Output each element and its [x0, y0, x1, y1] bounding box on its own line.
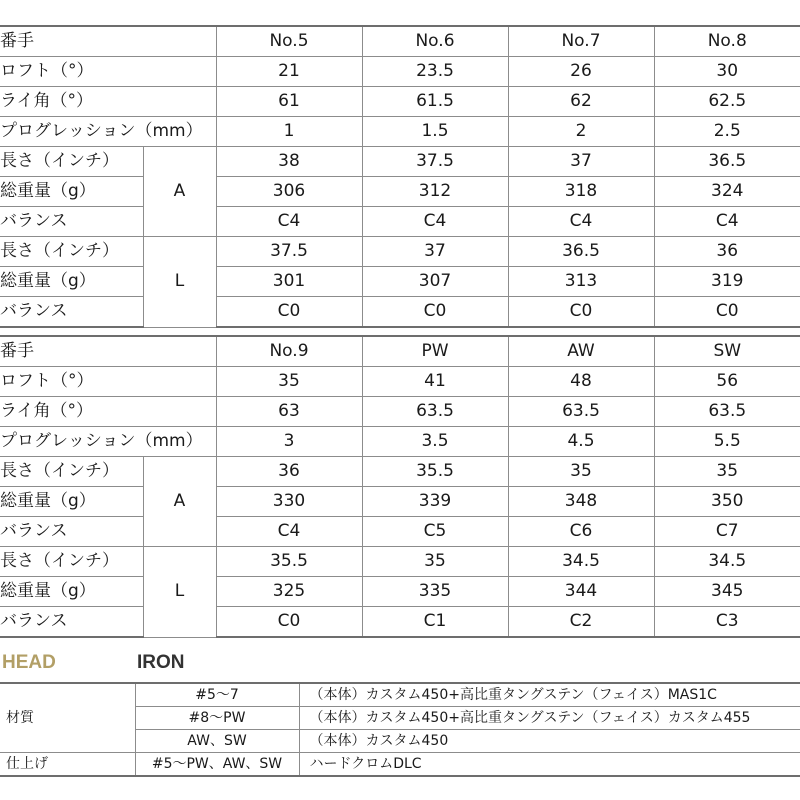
row-label-weight: 総重量（g） [0, 487, 143, 517]
row-label-length: 長さ（インチ） [0, 547, 143, 577]
table-cell: 35 [654, 457, 800, 487]
table-cell: 23.5 [362, 57, 508, 87]
table-row [0, 117, 800, 147]
table-cell: 313 [508, 267, 654, 297]
row-label-lie: ライ角（°） [0, 397, 216, 427]
head-spec-table [0, 682, 800, 777]
table-cell: 63.5 [508, 397, 654, 427]
row-label-weight: 総重量（g） [0, 177, 143, 207]
table-cell: 62.5 [654, 87, 800, 117]
table-cell: 21 [216, 57, 362, 87]
material-range: #5～7 [135, 683, 299, 707]
table-row [0, 683, 800, 707]
row-label-length: 長さ（インチ） [0, 237, 143, 267]
table-cell: C0 [216, 297, 362, 328]
club-header: AW [508, 336, 654, 367]
table-cell: 345 [654, 577, 800, 607]
table-cell: 48 [508, 367, 654, 397]
table-row [0, 427, 800, 457]
table-cell: 1.5 [362, 117, 508, 147]
table-cell: C4 [508, 207, 654, 237]
table-row [0, 147, 800, 177]
table-cell: C4 [216, 207, 362, 237]
table-row [0, 487, 800, 517]
table-cell: 36.5 [654, 147, 800, 177]
material-value: （本体）カスタム450+高比重タングステン（フェイス）カスタム455 [299, 707, 800, 730]
table-cell: 56 [654, 367, 800, 397]
table-cell: 348 [508, 487, 654, 517]
material-range: AW、SW [135, 730, 299, 753]
club-header: No.9 [216, 336, 362, 367]
material-value: （本体）カスタム450 [299, 730, 800, 753]
table-cell: 38 [216, 147, 362, 177]
table-cell: C0 [508, 297, 654, 328]
table-cell: 41 [362, 367, 508, 397]
table-cell: 34.5 [508, 547, 654, 577]
table-cell: 301 [216, 267, 362, 297]
club-header: No.7 [508, 26, 654, 57]
table-cell: 35 [362, 547, 508, 577]
table-cell: 37.5 [362, 147, 508, 177]
spec-table-2 [0, 335, 800, 638]
table-cell: 61.5 [362, 87, 508, 117]
row-label-balance: バランス [0, 517, 143, 547]
row-label-number: 番手 [0, 336, 216, 367]
table-cell: 26 [508, 57, 654, 87]
table-row [0, 26, 800, 57]
row-label-loft: ロフト（°） [0, 57, 216, 87]
group-label-l: L [143, 547, 216, 638]
table-cell: 330 [216, 487, 362, 517]
table-cell: 35.5 [216, 547, 362, 577]
club-header: PW [362, 336, 508, 367]
table-cell: C1 [362, 607, 508, 638]
table-cell: C7 [654, 517, 800, 547]
table-cell: 5.5 [654, 427, 800, 457]
table-cell: 3 [216, 427, 362, 457]
table-cell: 324 [654, 177, 800, 207]
table-cell: 325 [216, 577, 362, 607]
row-label-balance: バランス [0, 207, 143, 237]
finish-value: ハードクロムDLC [299, 753, 800, 777]
row-label-progression: プログレッション（mm） [0, 117, 216, 147]
table-row [0, 57, 800, 87]
table-row [0, 367, 800, 397]
row-label-loft: ロフト（°） [0, 367, 216, 397]
table-cell: 36 [216, 457, 362, 487]
table-cell: C4 [216, 517, 362, 547]
table-cell: 63.5 [362, 397, 508, 427]
table-cell: 36 [654, 237, 800, 267]
table-cell: 339 [362, 487, 508, 517]
table-cell: 307 [362, 267, 508, 297]
table-cell: 37 [362, 237, 508, 267]
table-row [0, 267, 800, 297]
group-label-a: A [143, 147, 216, 237]
table-cell: 37 [508, 147, 654, 177]
material-value: （本体）カスタム450+高比重タングステン（フェイス）MAS1C [299, 683, 800, 707]
spec-table-1 [0, 25, 800, 328]
table-row [0, 607, 800, 638]
row-label-lie: ライ角（°） [0, 87, 216, 117]
row-label-length: 長さ（インチ） [0, 457, 143, 487]
material-label: 材質 [0, 683, 135, 753]
finish-label: 仕上げ [0, 753, 135, 777]
head-section-title: HEAD [2, 652, 56, 673]
row-label-progression: プログレッション（mm） [0, 427, 216, 457]
table-cell: C6 [508, 517, 654, 547]
table-cell: 30 [654, 57, 800, 87]
table-cell: C0 [216, 607, 362, 638]
table-row [0, 297, 800, 328]
row-label-number: 番手 [0, 26, 216, 57]
table-cell: 34.5 [654, 547, 800, 577]
group-label-l: L [143, 237, 216, 328]
table-cell: C4 [654, 207, 800, 237]
table-cell: 63 [216, 397, 362, 427]
table-cell: 344 [508, 577, 654, 607]
table-cell: 62 [508, 87, 654, 117]
table-cell: C2 [508, 607, 654, 638]
table-cell: 335 [362, 577, 508, 607]
head-section-subtitle: IRON [137, 652, 185, 673]
table-cell: 2.5 [654, 117, 800, 147]
table-cell: C0 [362, 297, 508, 328]
row-label-balance: バランス [0, 297, 143, 328]
table-cell: 35 [508, 457, 654, 487]
row-label-weight: 総重量（g） [0, 267, 143, 297]
table-cell: 4.5 [508, 427, 654, 457]
table-row [0, 336, 800, 367]
club-header: No.5 [216, 26, 362, 57]
table-cell: 306 [216, 177, 362, 207]
table-cell: C5 [362, 517, 508, 547]
club-header: No.8 [654, 26, 800, 57]
table-cell: 312 [362, 177, 508, 207]
table-cell: C0 [654, 297, 800, 328]
table-cell: 61 [216, 87, 362, 117]
row-label-balance: バランス [0, 607, 143, 638]
table-row [0, 207, 800, 237]
table-row [0, 177, 800, 207]
table-cell: C3 [654, 607, 800, 638]
table-row [0, 397, 800, 427]
table-cell: 35.5 [362, 457, 508, 487]
table-cell: C4 [362, 207, 508, 237]
table-cell: 36.5 [508, 237, 654, 267]
table-row [0, 547, 800, 577]
table-row [0, 237, 800, 267]
table-cell: 1 [216, 117, 362, 147]
table-row [0, 517, 800, 547]
table-cell: 319 [654, 267, 800, 297]
table-cell: 318 [508, 177, 654, 207]
table-cell: 35 [216, 367, 362, 397]
row-label-weight: 総重量（g） [0, 577, 143, 607]
club-header: SW [654, 336, 800, 367]
row-label-length: 長さ（インチ） [0, 147, 143, 177]
finish-range: #5～PW、AW、SW [135, 753, 299, 777]
group-label-a: A [143, 457, 216, 547]
table-row [0, 87, 800, 117]
table-cell: 350 [654, 487, 800, 517]
table-cell: 37.5 [216, 237, 362, 267]
table-cell: 63.5 [654, 397, 800, 427]
club-header: No.6 [362, 26, 508, 57]
material-range: #8～PW [135, 707, 299, 730]
table-row [0, 753, 800, 777]
table-cell: 2 [508, 117, 654, 147]
table-row [0, 577, 800, 607]
table-cell: 3.5 [362, 427, 508, 457]
table-row [0, 457, 800, 487]
